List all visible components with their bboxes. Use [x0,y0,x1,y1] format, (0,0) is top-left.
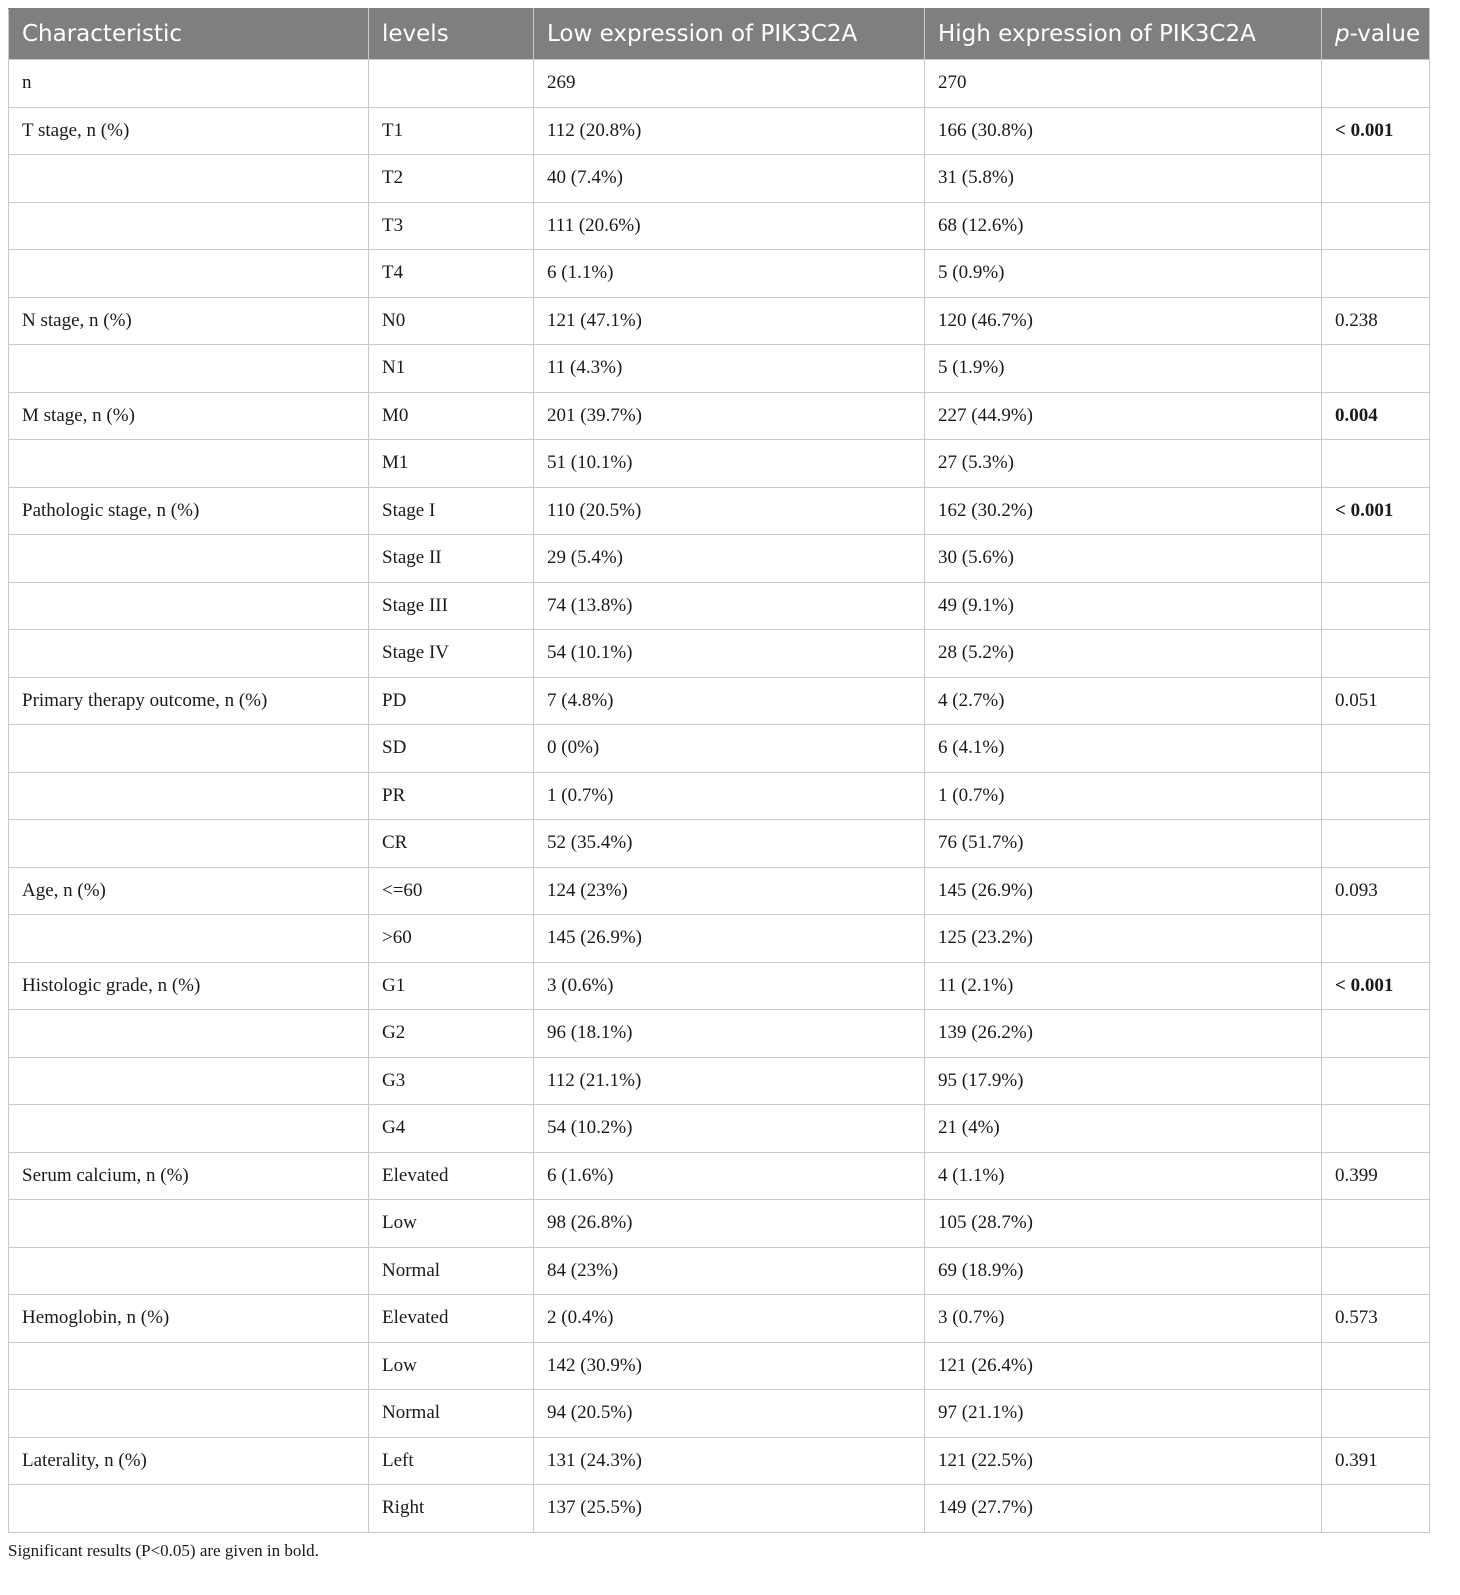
high-expression-cell: 166 (30.8%) [925,107,1322,155]
low-expression-cell: 269 [534,60,925,108]
table-container [8,8,1429,1533]
high-expression-cell: 1 (0.7%) [925,772,1322,820]
header-p-value [1322,9,1430,60]
high-expression-cell: 5 (1.9%) [925,345,1322,393]
header-p-italic: p [1335,21,1350,47]
p-value-cell [1322,1390,1430,1438]
level-cell: G1 [369,962,534,1010]
characteristic-cell: Histologic grade, n (%) [9,962,369,1010]
high-expression-cell: 27 (5.3%) [925,440,1322,488]
low-expression-cell: 111 (20.6%) [534,202,925,250]
characteristic-cell [9,155,369,203]
level-cell: N1 [369,345,534,393]
low-expression-cell: 1 (0.7%) [534,772,925,820]
low-expression-cell: 3 (0.6%) [534,962,925,1010]
high-expression-cell: 95 (17.9%) [925,1057,1322,1105]
high-expression-cell: 105 (28.7%) [925,1200,1322,1248]
characteristic-cell [9,345,369,393]
low-expression-cell: 51 (10.1%) [534,440,925,488]
low-expression-cell: 29 (5.4%) [534,535,925,583]
characteristic-cell [9,772,369,820]
table-row [9,155,1430,203]
characteristic-cell: Primary therapy outcome, n (%) [9,677,369,725]
high-expression-cell: 139 (26.2%) [925,1010,1322,1058]
level-cell [369,60,534,108]
table-row [9,1200,1430,1248]
high-expression-cell: 162 (30.2%) [925,487,1322,535]
characteristic-cell: Pathologic stage, n (%) [9,487,369,535]
level-cell: M0 [369,392,534,440]
characteristic-cell [9,725,369,773]
table-row [9,535,1430,583]
level-cell: M1 [369,440,534,488]
table-row [9,1057,1430,1105]
table-row [9,1485,1430,1533]
p-value-cell [1322,1342,1430,1390]
p-value-cell: 0.391 [1322,1437,1430,1485]
level-cell: Stage I [369,487,534,535]
low-expression-cell: 54 (10.1%) [534,630,925,678]
p-value-cell [1322,915,1430,963]
high-expression-cell: 227 (44.9%) [925,392,1322,440]
header-row [9,9,1430,60]
low-expression-cell: 121 (47.1%) [534,297,925,345]
level-cell: Normal [369,1247,534,1295]
low-expression-cell: 6 (1.1%) [534,250,925,298]
table-row [9,1105,1430,1153]
characteristic-cell [9,535,369,583]
p-value-cell [1322,1200,1430,1248]
table-row [9,202,1430,250]
level-cell: Left [369,1437,534,1485]
characteristic-cell: Serum calcium, n (%) [9,1152,369,1200]
low-expression-cell: 112 (20.8%) [534,107,925,155]
level-cell: SD [369,725,534,773]
table-row [9,297,1430,345]
low-expression-cell: 142 (30.9%) [534,1342,925,1390]
table-row [9,962,1430,1010]
level-cell: Low [369,1200,534,1248]
high-expression-cell: 21 (4%) [925,1105,1322,1153]
p-value-cell [1322,250,1430,298]
table-footnote: Significant results (P<0.05) are given in bold. [8,1541,319,1560]
p-value-cell: 0.051 [1322,677,1430,725]
table-row [9,915,1430,963]
p-value-cell [1322,202,1430,250]
characteristic-cell: N stage, n (%) [9,297,369,345]
header-p-rest: -value [1349,21,1421,47]
high-expression-cell: 125 (23.2%) [925,915,1322,963]
characteristic-cell [9,582,369,630]
p-value-cell: 0.093 [1322,867,1430,915]
characteristic-cell: Age, n (%) [9,867,369,915]
level-cell: PD [369,677,534,725]
characteristic-cell [9,1390,369,1438]
high-expression-cell: 31 (5.8%) [925,155,1322,203]
level-cell: G3 [369,1057,534,1105]
header-levels: levels [369,9,534,60]
table-row [9,677,1430,725]
p-value-cell: < 0.001 [1322,107,1430,155]
table-row [9,820,1430,868]
p-value-cell: 0.399 [1322,1152,1430,1200]
high-expression-cell: 120 (46.7%) [925,297,1322,345]
characteristic-cell [9,1200,369,1248]
level-cell: G4 [369,1105,534,1153]
characteristic-cell [9,1057,369,1105]
level-cell: Elevated [369,1152,534,1200]
low-expression-cell: 84 (23%) [534,1247,925,1295]
table-row [9,440,1430,488]
high-expression-cell: 4 (2.7%) [925,677,1322,725]
header-characteristic: Characteristic [9,9,369,60]
characteristic-cell [9,250,369,298]
table-row [9,1152,1430,1200]
table-row [9,772,1430,820]
low-expression-cell: 131 (24.3%) [534,1437,925,1485]
level-cell: G2 [369,1010,534,1058]
table-body [9,60,1430,1533]
high-expression-cell: 5 (0.9%) [925,250,1322,298]
table-row [9,1390,1430,1438]
level-cell: Low [369,1342,534,1390]
p-value-cell [1322,772,1430,820]
table-row [9,630,1430,678]
characteristic-cell: n [9,60,369,108]
level-cell: Stage III [369,582,534,630]
table-row [9,867,1430,915]
table-row [9,1247,1430,1295]
p-value-cell [1322,1010,1430,1058]
high-expression-cell: 97 (21.1%) [925,1390,1322,1438]
table-row [9,725,1430,773]
table-row [9,60,1430,108]
high-expression-cell: 76 (51.7%) [925,820,1322,868]
level-cell: Normal [369,1390,534,1438]
low-expression-cell: 52 (35.4%) [534,820,925,868]
high-expression-cell: 30 (5.6%) [925,535,1322,583]
level-cell: Stage II [369,535,534,583]
characteristic-cell: M stage, n (%) [9,392,369,440]
low-expression-cell: 124 (23%) [534,867,925,915]
p-value-cell: 0.238 [1322,297,1430,345]
level-cell: N0 [369,297,534,345]
table-row [9,487,1430,535]
high-expression-cell: 68 (12.6%) [925,202,1322,250]
table-row [9,345,1430,393]
table-row [9,1295,1430,1343]
high-expression-cell: 28 (5.2%) [925,630,1322,678]
table-row [9,582,1430,630]
high-expression-cell: 49 (9.1%) [925,582,1322,630]
level-cell: PR [369,772,534,820]
low-expression-cell: 0 (0%) [534,725,925,773]
low-expression-cell: 54 (10.2%) [534,1105,925,1153]
table-header [9,9,1430,60]
header-low-expression: Low expression of PIK3C2A [534,9,925,60]
characteristic-cell: Laterality, n (%) [9,1437,369,1485]
level-cell: Right [369,1485,534,1533]
low-expression-cell: 6 (1.6%) [534,1152,925,1200]
low-expression-cell: 96 (18.1%) [534,1010,925,1058]
p-value-cell: < 0.001 [1322,487,1430,535]
p-value-cell [1322,630,1430,678]
low-expression-cell: 94 (20.5%) [534,1390,925,1438]
p-value-cell [1322,345,1430,393]
p-value-cell [1322,440,1430,488]
characteristic-cell: Hemoglobin, n (%) [9,1295,369,1343]
high-expression-cell: 121 (22.5%) [925,1437,1322,1485]
level-cell: CR [369,820,534,868]
low-expression-cell: 137 (25.5%) [534,1485,925,1533]
table-row [9,392,1430,440]
p-value-cell [1322,1247,1430,1295]
p-value-cell [1322,1057,1430,1105]
high-expression-cell: 145 (26.9%) [925,867,1322,915]
low-expression-cell: 11 (4.3%) [534,345,925,393]
high-expression-cell: 121 (26.4%) [925,1342,1322,1390]
p-value-cell [1322,60,1430,108]
table-row [9,1437,1430,1485]
table-row [9,107,1430,155]
characteristic-cell [9,915,369,963]
characteristic-cell [9,440,369,488]
low-expression-cell: 40 (7.4%) [534,155,925,203]
low-expression-cell: 2 (0.4%) [534,1295,925,1343]
high-expression-cell: 3 (0.7%) [925,1295,1322,1343]
level-cell: <=60 [369,867,534,915]
p-value-cell [1322,1105,1430,1153]
low-expression-cell: 98 (26.8%) [534,1200,925,1248]
high-expression-cell: 6 (4.1%) [925,725,1322,773]
table-row [9,1342,1430,1390]
high-expression-cell: 270 [925,60,1322,108]
p-value-cell [1322,725,1430,773]
low-expression-cell: 110 (20.5%) [534,487,925,535]
level-cell: T3 [369,202,534,250]
p-value-cell: 0.004 [1322,392,1430,440]
characteristics-table [8,8,1430,1533]
p-value-cell: 0.573 [1322,1295,1430,1343]
characteristic-cell [9,1342,369,1390]
high-expression-cell: 4 (1.1%) [925,1152,1322,1200]
characteristic-cell [9,1105,369,1153]
level-cell: >60 [369,915,534,963]
low-expression-cell: 74 (13.8%) [534,582,925,630]
table-row [9,250,1430,298]
low-expression-cell: 145 (26.9%) [534,915,925,963]
characteristic-cell [9,202,369,250]
low-expression-cell: 201 (39.7%) [534,392,925,440]
low-expression-cell: 7 (4.8%) [534,677,925,725]
characteristic-cell [9,630,369,678]
level-cell: Stage IV [369,630,534,678]
characteristic-cell [9,1247,369,1295]
high-expression-cell: 69 (18.9%) [925,1247,1322,1295]
characteristic-cell: T stage, n (%) [9,107,369,155]
high-expression-cell: 149 (27.7%) [925,1485,1322,1533]
level-cell: Elevated [369,1295,534,1343]
p-value-cell [1322,582,1430,630]
high-expression-cell: 11 (2.1%) [925,962,1322,1010]
level-cell: T4 [369,250,534,298]
level-cell: T2 [369,155,534,203]
p-value-cell [1322,820,1430,868]
low-expression-cell: 112 (21.1%) [534,1057,925,1105]
table-row [9,1010,1430,1058]
p-value-cell [1322,535,1430,583]
p-value-cell: < 0.001 [1322,962,1430,1010]
header-high-expression: High expression of PIK3C2A [925,9,1322,60]
characteristic-cell [9,1485,369,1533]
p-value-cell [1322,1485,1430,1533]
characteristic-cell [9,820,369,868]
p-value-cell [1322,155,1430,203]
level-cell: T1 [369,107,534,155]
characteristic-cell [9,1010,369,1058]
